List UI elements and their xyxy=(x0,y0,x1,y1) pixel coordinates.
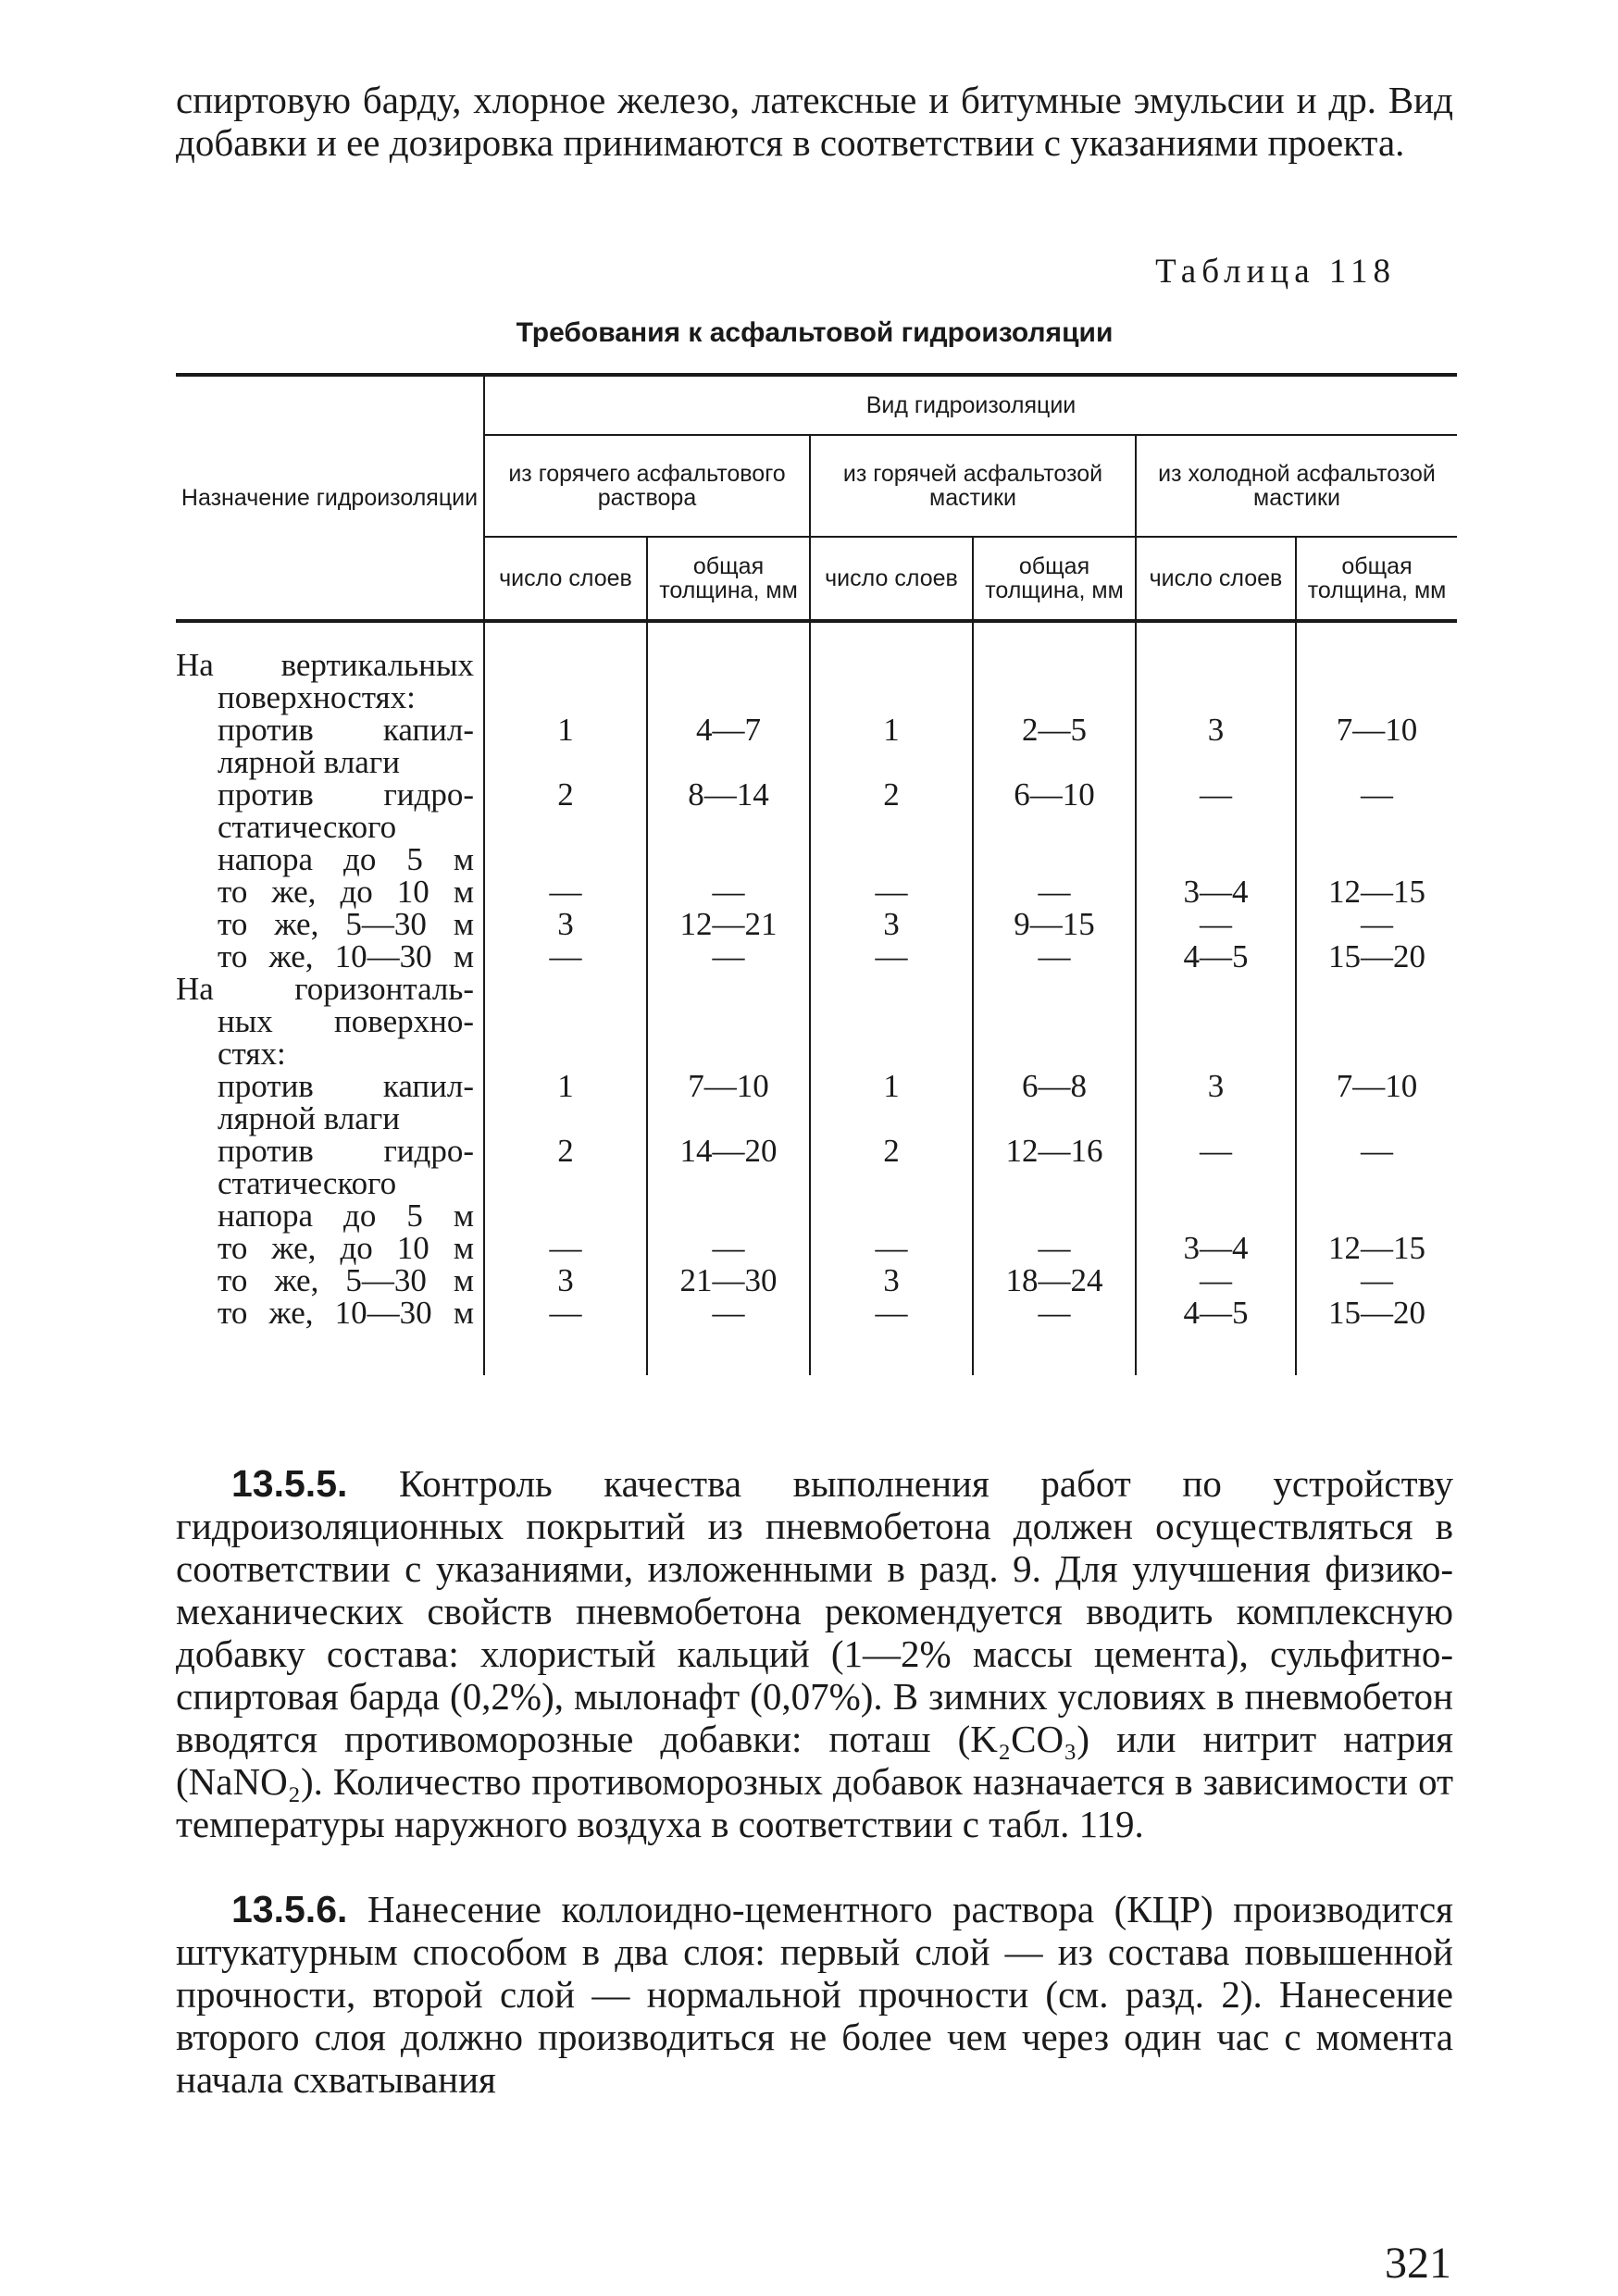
cell-thickness: — xyxy=(1296,1135,1457,1167)
table-row xyxy=(176,1070,1457,1102)
cell-layers xyxy=(810,1037,973,1070)
cell-thickness xyxy=(647,1005,810,1037)
cell-layers: 2 xyxy=(484,778,647,811)
cell-thickness xyxy=(647,1199,810,1232)
cell-layers xyxy=(484,1037,647,1070)
row-purpose: лярной влаги xyxy=(218,744,400,780)
cell-layers xyxy=(484,1102,647,1135)
cell-thickness xyxy=(973,811,1136,843)
cell-layers: 3 xyxy=(1136,714,1296,746)
section-text: Нанесение коллоидно-цементного раствора (КЦР) производится штукатурным способом в два слоя: первый слой — из состава повышенной прочности, второй слой — нормальной прочности (см. разд. 2). Нанесение второго слоя должно производиться не более чем через один час с момента начала схватывания xyxy=(176,1888,1454,2101)
cell-thickness xyxy=(973,1037,1136,1070)
cell-thickness: — xyxy=(1296,1264,1457,1297)
cell-thickness: 7—10 xyxy=(1296,714,1457,746)
cell-layers: — xyxy=(484,1232,647,1264)
row-purpose: На горизонталь- xyxy=(176,971,474,1007)
row-purpose: лярной влаги xyxy=(218,1100,400,1136)
cell-layers xyxy=(484,973,647,1005)
table-row xyxy=(176,778,1457,811)
cell-layers xyxy=(1136,746,1296,778)
header-layers: число слоев xyxy=(484,537,647,621)
cell-thickness: 15—20 xyxy=(1296,1297,1457,1329)
cell-thickness: — xyxy=(973,1297,1136,1329)
cell-layers xyxy=(484,1005,647,1037)
cell-layers xyxy=(810,649,973,681)
table-row xyxy=(176,1232,1457,1264)
cell-thickness xyxy=(1296,746,1457,778)
header-layers: число слоев xyxy=(810,537,973,621)
header-thickness: общая толщина, мм xyxy=(647,537,810,621)
cell-layers: — xyxy=(484,940,647,973)
cell-layers xyxy=(1136,1037,1296,1070)
cell-thickness xyxy=(973,1199,1136,1232)
row-purpose: стях: xyxy=(218,1036,286,1072)
cell-thickness xyxy=(1296,649,1457,681)
cell-thickness xyxy=(1296,1199,1457,1232)
table-row xyxy=(176,1037,1457,1070)
header-group-hot-mortar: из горячего асфальтового раствора xyxy=(484,435,810,537)
table-row xyxy=(176,908,1457,940)
cell-layers: — xyxy=(484,1297,647,1329)
cell-thickness: — xyxy=(973,875,1136,908)
cell-thickness xyxy=(1296,811,1457,843)
cell-thickness: 2—5 xyxy=(973,714,1136,746)
cell-layers: — xyxy=(1136,1135,1296,1167)
cell-layers: 2 xyxy=(810,778,973,811)
cell-thickness xyxy=(647,1167,810,1199)
cell-thickness xyxy=(973,681,1136,714)
cell-thickness: 18—24 xyxy=(973,1264,1136,1297)
cell-layers: — xyxy=(1136,1264,1296,1297)
cell-thickness: — xyxy=(647,940,810,973)
cell-layers xyxy=(810,1005,973,1037)
cell-layers xyxy=(484,746,647,778)
cell-layers xyxy=(484,681,647,714)
cell-layers: 2 xyxy=(810,1135,973,1167)
cell-thickness xyxy=(1296,1005,1457,1037)
section-13-5-6 xyxy=(176,1888,1453,2101)
cell-layers: 3 xyxy=(484,908,647,940)
cell-thickness xyxy=(973,1005,1136,1037)
cell-layers xyxy=(484,1167,647,1199)
intro-text: спиртовую барду, хлорное железо, латексные и битумные эмульсии и др. Вид добавки и ее дозировка принимаются в соответствии с указаниями проекта. xyxy=(176,79,1453,164)
table-row xyxy=(176,1199,1457,1232)
cell-layers xyxy=(1136,649,1296,681)
cell-layers xyxy=(1136,1167,1296,1199)
cell-layers xyxy=(1136,1199,1296,1232)
waterproofing-requirements-table xyxy=(176,373,1457,1375)
table-row xyxy=(176,843,1457,875)
page-number: 321 xyxy=(1385,2239,1451,2288)
section-number: 13.5.6. xyxy=(231,1888,348,1930)
cell-thickness xyxy=(647,681,810,714)
cell-thickness xyxy=(647,1037,810,1070)
table-row xyxy=(176,1297,1457,1329)
cell-thickness: — xyxy=(647,875,810,908)
table-row xyxy=(176,940,1457,973)
row-purpose: то же, до 10 м xyxy=(218,874,474,910)
cell-thickness xyxy=(647,649,810,681)
cell-thickness: 7—10 xyxy=(647,1070,810,1102)
cell-thickness: 12—15 xyxy=(1296,875,1457,908)
row-purpose: против гидро- xyxy=(218,1133,474,1169)
cell-thickness: 12—15 xyxy=(1296,1232,1457,1264)
row-purpose: статического xyxy=(218,809,397,845)
section-number: 13.5.5. xyxy=(231,1462,348,1505)
row-purpose: напора до 5 м xyxy=(218,1198,474,1234)
cell-layers: — xyxy=(810,940,973,973)
cell-layers: 3 xyxy=(810,908,973,940)
table-row xyxy=(176,1167,1457,1199)
row-purpose: против гидро- xyxy=(218,776,474,813)
cell-thickness xyxy=(973,1167,1136,1199)
cell-thickness xyxy=(1296,973,1457,1005)
cell-thickness: 6—8 xyxy=(973,1070,1136,1102)
section-text: Контроль качества выполнения работ по устройству гидроизоляционных покрытий из пневмобетона должен осуществляться в соответствии с указаниями, изложенными в разд. 9. Для улучшения физико-механических свойств пневмобетона рекомендуется вводить комплексную добавку состава: хлористый кальций (1—2% массы цемента), сульфитно-спиртовая барда (0,2%), мылонафт (0,07%). В зимних условиях в пневмобетон вводятся противоморозные добавки: поташ (K₂CO₃) или нитрит натрия (NaNO₂). Количество противоморозных добавок назначается в зависимости от температуры наружного воздуха в соответствии с табл. 119. xyxy=(176,1462,1453,1845)
row-purpose: статического xyxy=(218,1165,397,1201)
header-thickness: общая толщина, мм xyxy=(1296,537,1457,621)
cell-layers xyxy=(810,681,973,714)
cell-layers xyxy=(1136,973,1296,1005)
cell-layers: 4—5 xyxy=(1136,1297,1296,1329)
cell-thickness xyxy=(1296,843,1457,875)
row-purpose: против капил- xyxy=(218,712,474,748)
cell-layers: — xyxy=(810,875,973,908)
header-type: Вид гидроизоляции xyxy=(484,375,1457,435)
cell-thickness: 7—10 xyxy=(1296,1070,1457,1102)
cell-thickness xyxy=(1296,1102,1457,1135)
cell-thickness xyxy=(647,1102,810,1135)
cell-layers xyxy=(1136,1005,1296,1037)
table-row xyxy=(176,1264,1457,1297)
cell-layers: 3 xyxy=(484,1264,647,1297)
cell-layers xyxy=(1136,811,1296,843)
cell-thickness: — xyxy=(1296,908,1457,940)
cell-layers: 4—5 xyxy=(1136,940,1296,973)
table-body xyxy=(176,621,1457,1375)
cell-thickness xyxy=(647,843,810,875)
cell-thickness xyxy=(973,746,1136,778)
cell-layers xyxy=(810,843,973,875)
table-row xyxy=(176,1102,1457,1135)
cell-layers xyxy=(484,1199,647,1232)
cell-layers xyxy=(1136,1102,1296,1135)
cell-layers: 3—4 xyxy=(1136,1232,1296,1264)
cell-thickness xyxy=(647,746,810,778)
cell-thickness: 15—20 xyxy=(1296,940,1457,973)
cell-thickness xyxy=(973,1102,1136,1135)
cell-layers xyxy=(1136,681,1296,714)
cell-layers: 2 xyxy=(484,1135,647,1167)
cell-thickness: — xyxy=(973,940,1136,973)
cell-thickness xyxy=(647,811,810,843)
cell-thickness: — xyxy=(647,1232,810,1264)
cell-thickness xyxy=(973,843,1136,875)
intro-paragraph xyxy=(176,79,1453,164)
cell-thickness: 21—30 xyxy=(647,1264,810,1297)
section-13-5-5 xyxy=(176,1462,1453,1845)
row-purpose: поверхностях: xyxy=(218,679,416,715)
table-label: Таблица 118 xyxy=(1155,253,1396,291)
header-purpose: Назначение гидроизоляции xyxy=(176,375,484,621)
cell-thickness: 6—10 xyxy=(973,778,1136,811)
cell-layers: — xyxy=(810,1232,973,1264)
cell-thickness: 12—16 xyxy=(973,1135,1136,1167)
table-row xyxy=(176,649,1457,681)
row-purpose: напора до 5 м xyxy=(218,841,474,877)
cell-thickness: 8—14 xyxy=(647,778,810,811)
cell-layers: — xyxy=(1136,908,1296,940)
row-purpose: ных поверхно- xyxy=(218,1003,474,1039)
cell-thickness: 4—7 xyxy=(647,714,810,746)
header-thickness: общая толщина, мм xyxy=(973,537,1136,621)
cell-layers: — xyxy=(484,875,647,908)
cell-layers xyxy=(484,811,647,843)
cell-layers xyxy=(810,811,973,843)
cell-thickness xyxy=(973,649,1136,681)
cell-layers: 1 xyxy=(810,1070,973,1102)
table-row xyxy=(176,714,1457,746)
row-purpose: то же, 5—30 м xyxy=(218,906,474,942)
cell-thickness: — xyxy=(973,1232,1136,1264)
cell-thickness: 9—15 xyxy=(973,908,1136,940)
table-row xyxy=(176,811,1457,843)
cell-layers: 1 xyxy=(810,714,973,746)
table-row xyxy=(176,875,1457,908)
table-row xyxy=(176,973,1457,1005)
cell-thickness: — xyxy=(1296,778,1457,811)
cell-layers xyxy=(484,843,647,875)
cell-layers xyxy=(810,1167,973,1199)
cell-layers xyxy=(810,1102,973,1135)
cell-thickness xyxy=(1296,681,1457,714)
cell-thickness xyxy=(647,973,810,1005)
cell-layers: — xyxy=(1136,778,1296,811)
cell-layers: 1 xyxy=(484,714,647,746)
header-layers: число слоев xyxy=(1136,537,1296,621)
table-row xyxy=(176,1135,1457,1167)
table-row xyxy=(176,746,1457,778)
row-purpose: то же, 5—30 м xyxy=(218,1262,474,1298)
cell-layers xyxy=(810,1199,973,1232)
cell-thickness xyxy=(973,973,1136,1005)
table-row xyxy=(176,681,1457,714)
row-purpose: то же, 10—30 м xyxy=(218,1295,474,1331)
cell-layers: 3 xyxy=(810,1264,973,1297)
cell-layers: 1 xyxy=(484,1070,647,1102)
cell-layers xyxy=(484,649,647,681)
cell-thickness: 12—21 xyxy=(647,908,810,940)
header-group-hot-mastic: из горячей асфальтозой мастики xyxy=(810,435,1136,537)
cell-layers xyxy=(1136,843,1296,875)
cell-thickness xyxy=(1296,1037,1457,1070)
cell-layers: 3 xyxy=(1136,1070,1296,1102)
cell-thickness: — xyxy=(647,1297,810,1329)
table-title: Требования к асфальтовой гидроизоляции xyxy=(516,317,1114,348)
row-purpose: то же, до 10 м xyxy=(218,1230,474,1266)
row-purpose: то же, 10—30 м xyxy=(218,938,474,974)
cell-layers xyxy=(810,973,973,1005)
cell-layers: — xyxy=(810,1297,973,1329)
cell-layers: 3—4 xyxy=(1136,875,1296,908)
table-row xyxy=(176,1005,1457,1037)
row-purpose: На вертикальных xyxy=(176,647,474,683)
cell-thickness: 14—20 xyxy=(647,1135,810,1167)
cell-layers xyxy=(810,746,973,778)
cell-thickness xyxy=(1296,1167,1457,1199)
row-purpose: против капил- xyxy=(218,1068,474,1104)
header-group-cold-mastic: из холодной асфальтозой мастики xyxy=(1136,435,1457,537)
